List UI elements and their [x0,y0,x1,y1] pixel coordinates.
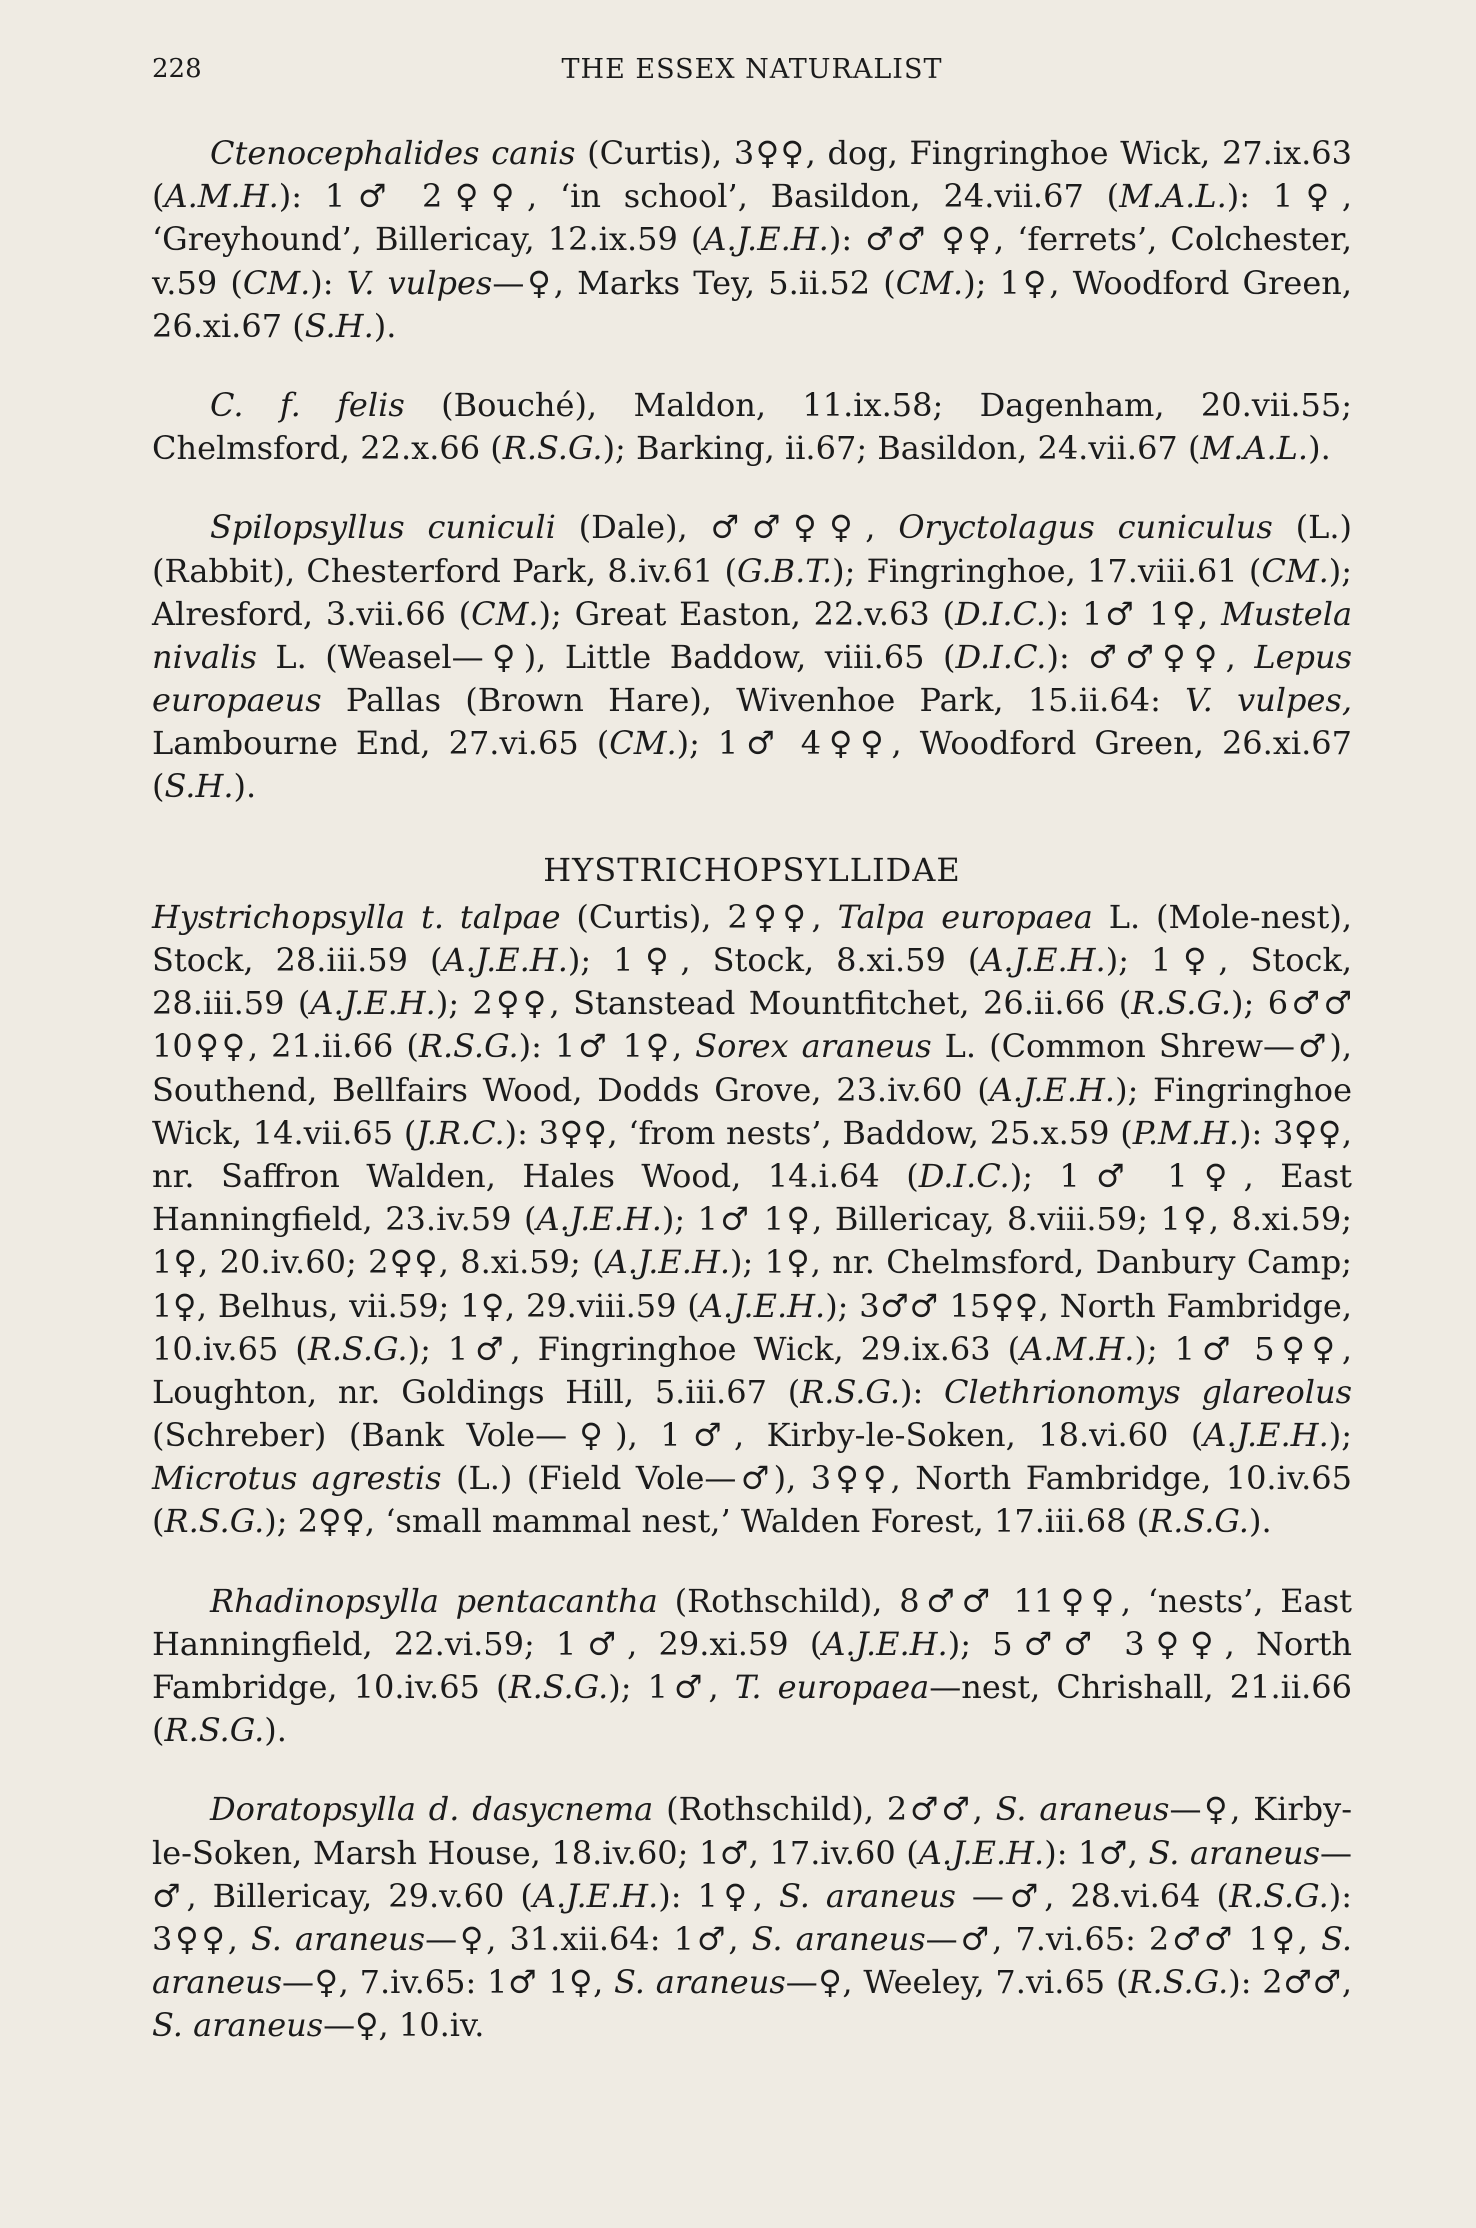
italic-run: R.S.G. [800,1372,901,1411]
italic-run: A.J.E.H. [918,1833,1045,1872]
italic-run: A.M.H. [1020,1329,1135,1368]
italic-run: Spilopsyllus cuniculi [210,508,556,547]
italic-run: Doratopsylla d. dasycnema [210,1790,654,1829]
italic-run: G.B.T. [737,551,833,590]
italic-run: Mustela nivalis [152,594,1353,676]
italic-run: A.J.E.H. [442,941,568,979]
italic-run: Hystrichopsylla t. talpae [152,897,561,936]
italic-run: CM. [609,724,677,763]
italic-run: R.S.G. [502,429,603,468]
italic-run: A.J.E.H. [980,941,1106,979]
italic-run: R.S.G. [1131,984,1232,1023]
italic-run: CM. [471,594,539,633]
italic-run: A.J.E.H. [703,220,829,259]
italic-run: R.S.G. [418,1027,519,1066]
italic-run: Microtus agrestis [152,1459,442,1498]
italic-run: Sorex araneus [695,1027,932,1066]
running-title: THE ESSEX NATURALIST [561,54,943,85]
italic-run: CM. [1261,551,1329,590]
italic-run: Clethrionomys glareolus [944,1372,1353,1411]
italic-run: R.S.G. [1228,1876,1329,1915]
italic-run: S. araneus [995,1790,1170,1829]
italic-run: D.I.C. [955,594,1047,633]
italic-run: A.J.E.H. [532,1876,659,1915]
paragraph-spilopsyllus-cuniculi: Spilopsyllus cuniculi (Dale), ♂♂♀♀, Oryctolagus cuniculus (L.) (Rabbit), Chesterford Park, 8.iv.61 (G.B.T.); Fingringhoe, 17.viii.61 (CM.); Alresford, 3.vii.66 (CM.); Great Easton, 22.v.63 (D.I.C.): 1♂ 1♀, Mustela nivalis L. (Weasel—♀), Little Baddow, viii.65 (D.I.C.): ♂♂♀♀, Lepus europaeus Pallas (Brown Hare), Wivenhoe Park, 15.ii.64: V. vulpes, Lambourne End, 27.vi.65 (CM.); 1♂ 4♀♀, Woodford Green, 26.xi.67 (S.H.). [152,508,1353,806]
italic-run: Talpa europaea [837,897,1093,936]
italic-run: A.J.E.H. [310,984,436,1023]
paragraph-ctenocephalides-felis: C. f. felis (Bouché), Maldon, 11.ix.58; Dagenham, 20.vii.55; Chelmsford, 22.x.66 (R.S.G.); Barking, ii.67; Basildon, 24.vii.67 (M.A.L.). [152,385,1352,468]
italic-run: A.J.E.H. [1203,1416,1329,1455]
italic-run: S. araneus [152,1919,1353,2002]
family-heading: HYSTRICHOPSYLLIDAE [543,850,961,889]
paragraph-rhadinopsylla-pentacantha: Rhadinopsylla pentacantha (Rothschild), 8♂♂ 11♀♀, ‘nests’, East Hanningfield, 22.vi.59; 1♂, 29.xi.59 (A.J.E.H.); 5♂♂ 3♀♀, North Fambridge, 10.iv.65 (R.S.G.); 1♂, T. europaea—nest, Chrishall, 21.ii.66 (R.S.G.). [152,1581,1353,1750]
italic-run: Lepus europaeus [152,637,1353,720]
italic-run: Ctenocephalides canis [210,134,576,172]
italic-run: R.S.G. [508,1668,609,1706]
italic-run: S. araneus [751,1919,926,1958]
italic-run: A.J.E.H. [699,1286,826,1325]
italic-run: D.I.C. [918,1156,1010,1195]
italic-run: A.J.E.H. [604,1243,731,1282]
article-body [152,132,1352,2048]
italic-run: T. europaea [734,1668,930,1706]
italic-run: S. araneus [778,1876,956,1915]
italic-run: Rhadinopsylla pentacantha [210,1581,658,1620]
paragraph-ctenocephalides-canis: Ctenocephalides canis (Curtis), 3♀♀, dog, Fingringhoe Wick, 27.ix.63 (A.M.H.): 1♂ 2♀♀, ‘in school’, Basildon, 24.vii.67 (M.A.L.): 1♀, ‘Greyhound’, Billericay, 12.ix.59 (A.J.E.H.): ♂♂ ♀♀, ‘ferrets’, Colchester, v.59 (CM.): V. vulpes—♀, Marks Tey, 5.ii.52 (CM.); 1♀, Woodford Green, 26.xi.67 (S.H.). [152,134,1353,345]
italic-run: V. vulpes [346,263,493,302]
italic-run: S. araneus [152,2006,324,2045]
italic-run: R.S.G. [1128,1963,1229,2002]
italic-run: S.H. [164,767,234,806]
italic-run: R.S.G. [164,1502,265,1541]
italic-run: R.S.G. [1149,1502,1249,1541]
italic-run: C. f. felis [210,385,405,424]
italic-run: V. vulpes, [1185,681,1353,720]
italic-run: S.H. [304,306,374,345]
italic-run: CM. [242,263,311,302]
italic-run: P.M.H. [1132,1113,1239,1152]
italic-run: A.M.H. [164,177,279,216]
italic-run: A.J.E.H. [822,1624,948,1663]
italic-run: Oryctolagus cuniculus [898,508,1273,547]
paragraph-doratopsylla-dasycnema: Doratopsylla d. dasycnema (Rothschild), 2♂♂, S. araneus—♀, Kirby-le-Soken, Marsh House, 18.iv.60; 1♂, 17.iv.60 (A.J.E.H.): 1♂, S. araneus—♂, Billericay, 29.v.60 (A.J.E.H.): 1♀, S. araneus —♂, 28.vi.64 (R.S.G.): 3♀♀, S. araneus—♀, 31.xii.64: 1♂, S. araneus—♂, 7.vi.65: 2♂♂ 1♀, S. araneus—♀, 7.iv.65: 1♂ 1♀, S. araneus—♀, Weeley, 7.vi.65 (R.S.G.): 2♂♂, S. araneus—♀, 10.iv. [152,1790,1353,2045]
italic-run: M.A.L. [1200,429,1309,468]
italic-run: S. araneus [614,1963,786,2002]
italic-run: J.R.C. [416,1113,505,1152]
italic-run: A.J.E.H. [536,1200,662,1239]
italic-run: CM. [895,263,964,302]
italic-run: S. araneus [1148,1833,1321,1872]
italic-run: R.S.G. [307,1329,408,1368]
italic-run: S. araneus [251,1919,426,1958]
page-header [152,54,1352,94]
paragraph-hystrichopsylla-talpae: Hystrichopsylla t. talpae (Curtis), 2♀♀, Talpa europaea L. (Mole-nest), Stock, 28.iii.59 (A.J.E.H.); 1♀, Stock, 8.xi.59 (A.J.E.H.); 1♀, Stock, 28.iii.59 (A.J.E.H.); 2♀♀, Stanstead Mountfitchet, 26.ii.66 (R.S.G.); 6♂♂ 10♀♀, 21.ii.66 (R.S.G.): 1♂ 1♀, Sorex araneus L. (Common Shrew—♂), Southend, Bellfairs Wood, Dodds Grove, 23.iv.60 (A.J.E.H.); Fingringhoe Wick, 14.vii.65 (J.R.C.): 3♀♀, ‘from nests’, Baddow, 25.x.59 (P.M.H.): 3♀♀, nr. Saffron Walden, Hales Wood, 14.i.64 (D.I.C.); 1♂ 1♀, East Hanningfield, 23.iv.59 (A.J.E.H.); 1♂ 1♀, Billericay, 8.viii.59; 1♀, 8.xi.59; 1♀, 20.iv.60; 2♀♀, 8.xi.59; (A.J.E.H.); 1♀, nr. Chelmsford, Danbury Camp; 1♀, Belhus, vii.59; 1♀, 29.viii.59 (A.J.E.H.); 3♂♂ 15♀♀, North Fambridge, 10.iv.65 (R.S.G.); 1♂, Fingringhoe Wick, 29.ix.63 (A.M.H.); 1♂ 5♀♀, Loughton, nr. Goldings Hill, 5.iii.67 (R.S.G.): Clethrionomys glareolus (Schreber) (Bank Vole—♀), 1♂, Kirby-le-Soken, 18.vi.60 (A.J.E.H.); Microtus agrestis (L.) (Field Vole—♂), 3♀♀, North Fambridge, 10.iv.65 (R.S.G.); 2♀♀, ‘small mammal nest,’ Walden Forest, 17.iii.68 (R.S.G.). [152,897,1353,1541]
italic-run: A.J.E.H. [989,1070,1116,1109]
page-number: 228 [152,54,202,84]
italic-run: R.S.G. [164,1711,265,1750]
italic-run: D.I.C. [955,637,1047,676]
italic-run: M.A.L. [1119,177,1227,216]
